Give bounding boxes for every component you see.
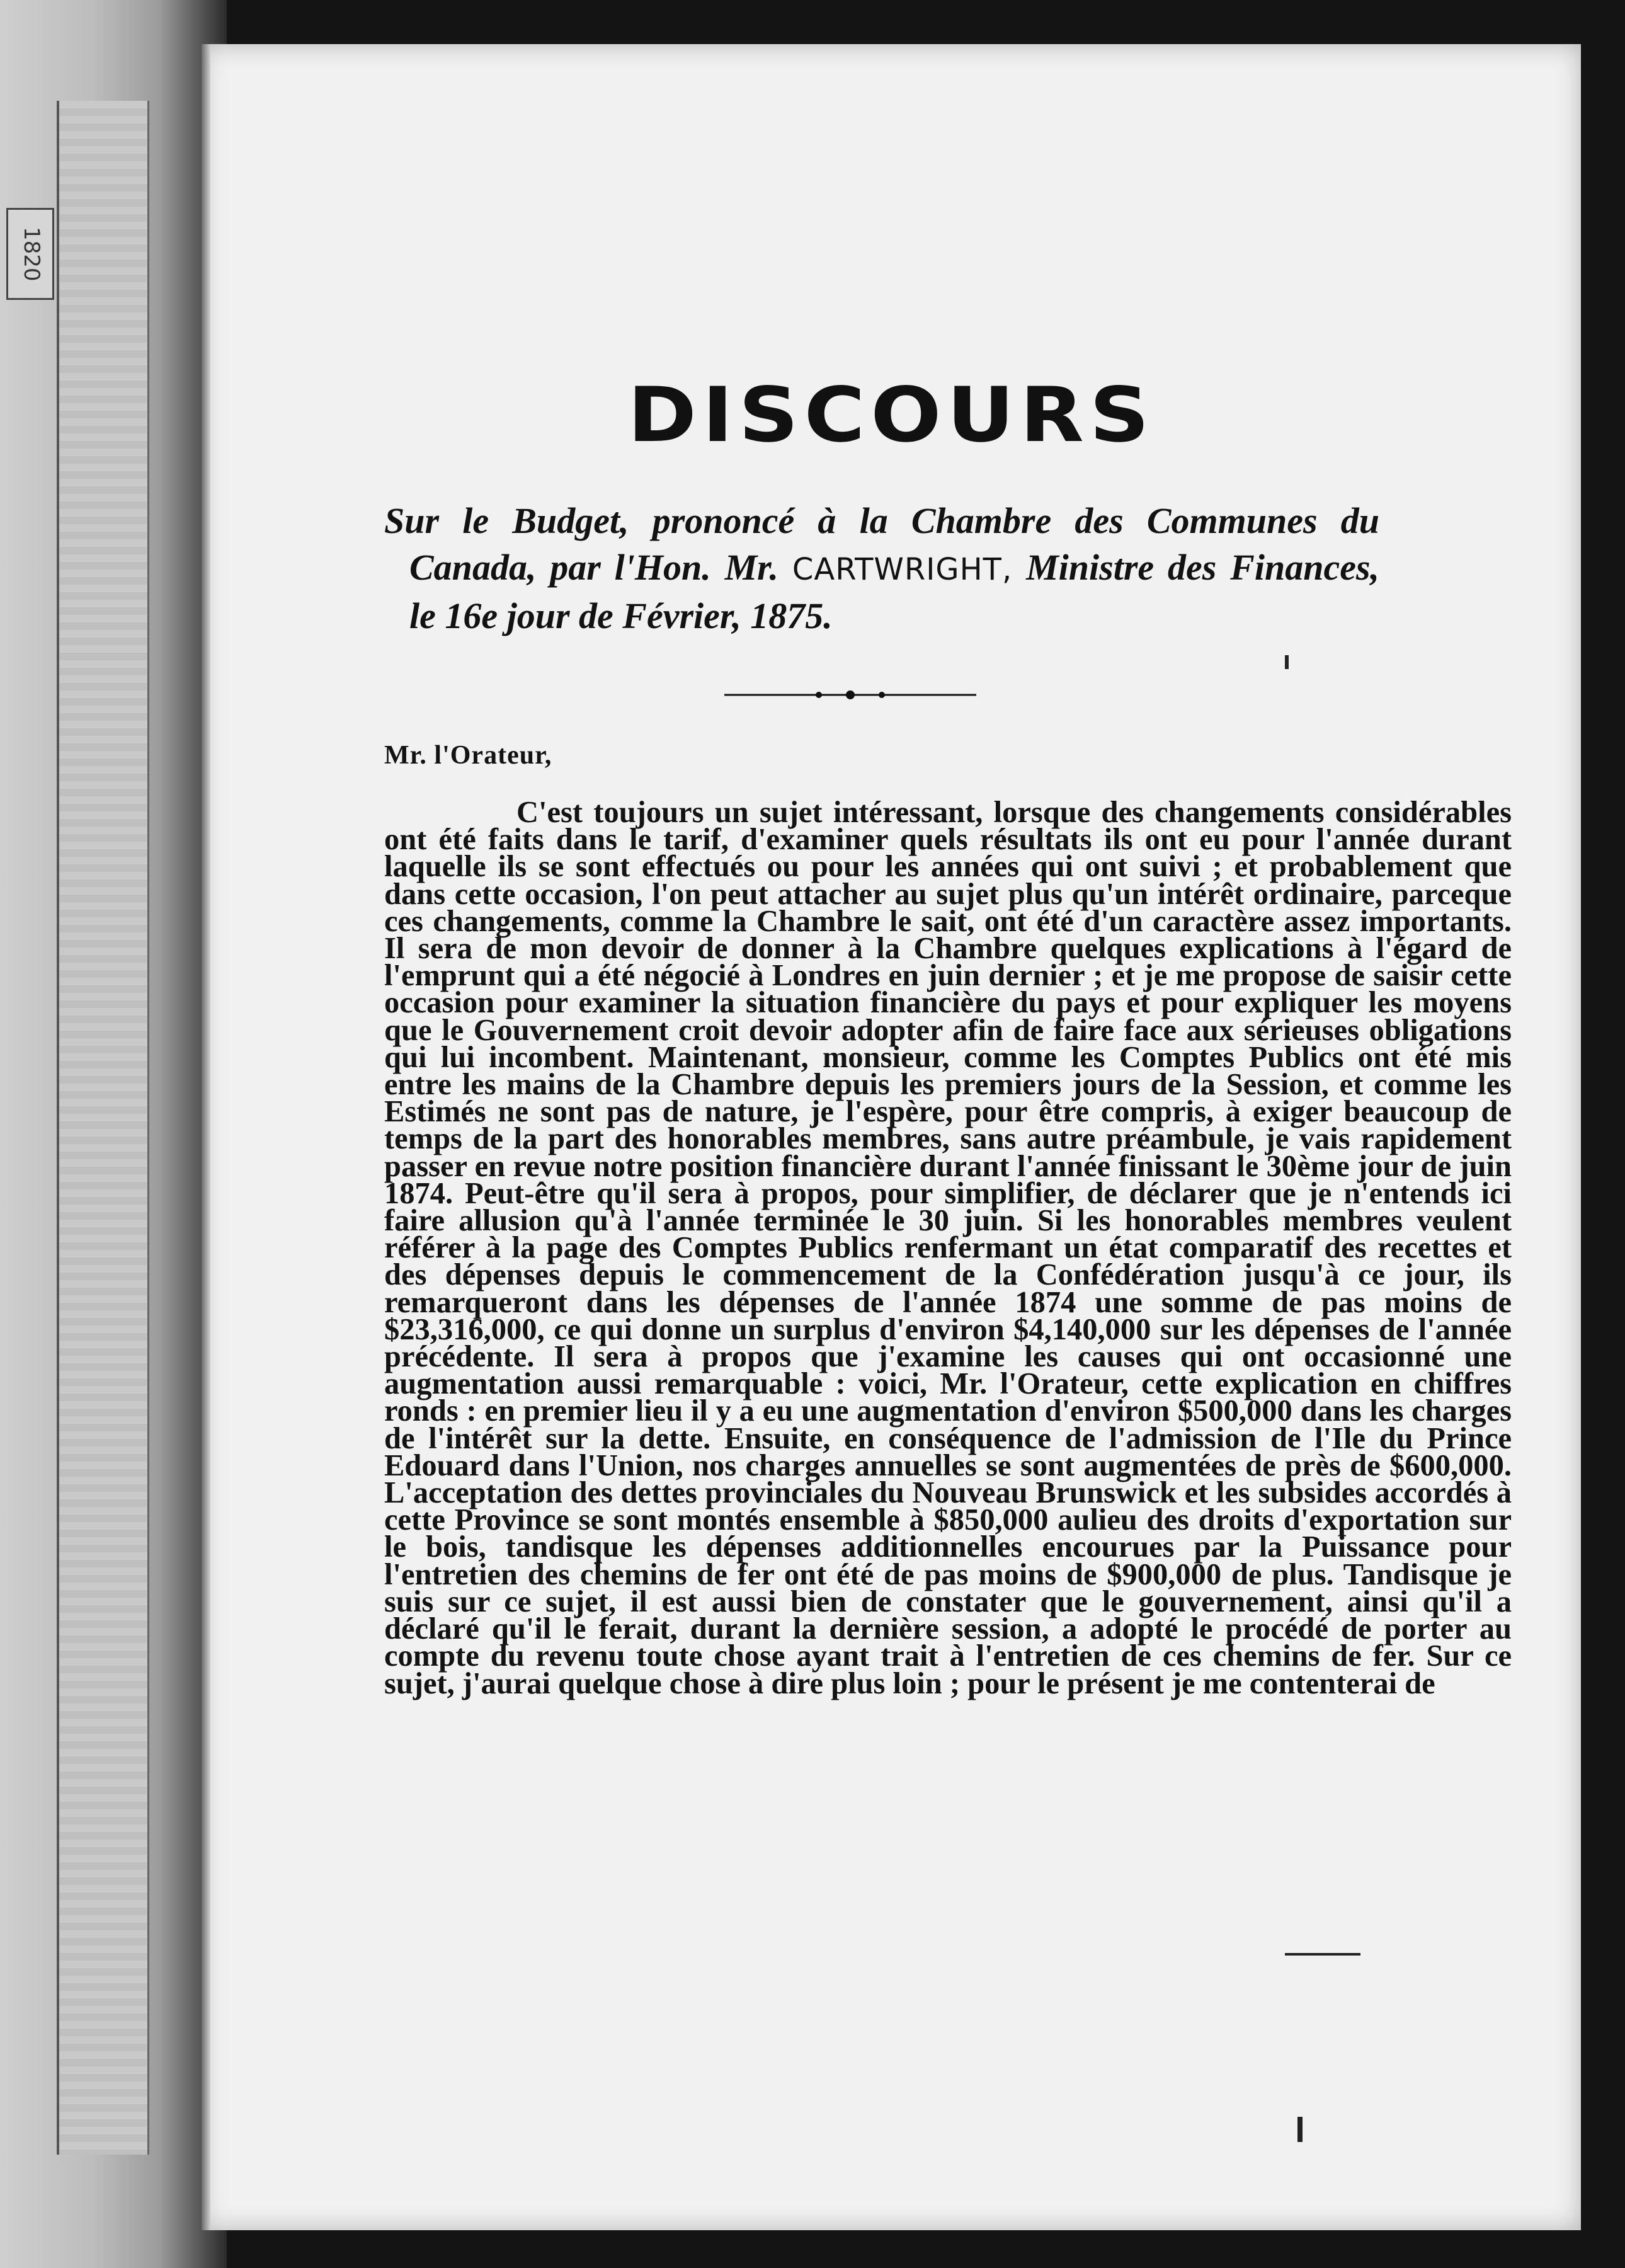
scan-speck (1285, 1953, 1360, 1956)
salutation: Mr. l'Orateur, (384, 741, 552, 770)
subtitle-part-2: Ministre des Finances, le 16e jour de Février, 1875. (409, 547, 1380, 636)
margin-note: 1820 (6, 208, 54, 300)
scan-binding-margin (0, 0, 227, 2268)
ornament-divider (724, 687, 976, 703)
subtitle-part-1: Sur le Budget, prononcé à la Chambre des Communes du Canada, par l'Hon. Mr. (384, 500, 1379, 588)
document-page (202, 44, 1581, 2230)
body-paragraph: C'est toujours un sujet intéressant, lorsque des changements considérables ont été faits dans le tarif, d'examiner quels résultats ils ont eu pour l'année durant laquelle ils se sont effectués ou pour les années qui ont suivi ; et probablement que dans cette occasion, l'on peut attacher au sujet plus qu'un intérêt ordinaire, parceque ces changements, comme la Chambre le sait, ont été d'un caractère assez importants. Il sera de mon devoir de donner à la Chambre quelques explications à l'égard de l'emprunt qui a été négocié à Londres en juin dernier ; et je me propose de saisir cette occasion pour examiner la situation financière du pays et pour expliquer les moyens que le Gouvernement croit devoir adopter afin de faire face aux sérieuses obligations qui lui incombent. Maintenant, monsieur, comme les Comptes Publics ont été mis entre les mains de la Chambre depuis les premiers jours de la Session, et comme les Estimés ne sont pas de nature, je l'espère, pour être compris, à exiger beaucoup de temps de la part des honorables membres, sans autre préambule, je vais rapidement passer en revue notre position financière durant l'année finissant le 30ème jour de juin 1874. Peut-être qu'il sera à propos, pour simplifier, de déclarer que je n'entends ici faire allusion qu'à l'année terminée le 30 juin. Si les honorables membres veulent référer à la page des Comptes Publics renfermant un état comparatif des recettes et des dépenses depuis le commencement de la Confédération jusqu'à ce jour, ils remarqueront dans les dépenses de l'année 1874 une somme de pas moins de $23,316,000, ce qui donne un surplus d'environ $4,140,000 sur les dépenses de l'année précédente. Il sera à propos que j'examine les causes qui ont occasionné une augmentation aussi remarquable : voici, Mr. l'Orateur, cette explication en chiffres ronds : en premier lieu il y a eu une augmentation d'environ $500,000 dans les charges de l'intérêt sur la dette. Ensuite, en conséquence de l'admission de l'Ile du Prince Edouard dans l'Union, nos charges annuelles se sont augmentées de près de $600,000. L'acceptation des dettes provinciales du Nouveau Brunswick et les subsides accordés à cette Province se sont montés ensemble à $850,000 aulieu des droits d'exportation sur le bois, tandisque les dépenses additionnelles encourues par la Puissance pour l'entretien des chemins de fer ont été de pas moins de $900,000 de plus. Tandisque je suis sur ce sujet, il est aussi bien de constater que le gouvernement, ainsi qu'il a déclaré qu'il le ferait, durant la dernière session, a adopté le procédé de porter au compte du revenu toute chose ayant trait à l'entretien de ces chemins de fer. Sur ce sujet, j'aurai quelque chose à dire plus loin ; pour le présent je me contenterai de (384, 796, 1512, 1700)
scan-speck (1297, 2117, 1303, 2142)
subtitle-name: CARTWRIGHT, (792, 552, 1013, 587)
document-title: DISCOURS (627, 372, 1155, 459)
scan-speck (1285, 655, 1289, 669)
document-subtitle (384, 498, 1379, 639)
